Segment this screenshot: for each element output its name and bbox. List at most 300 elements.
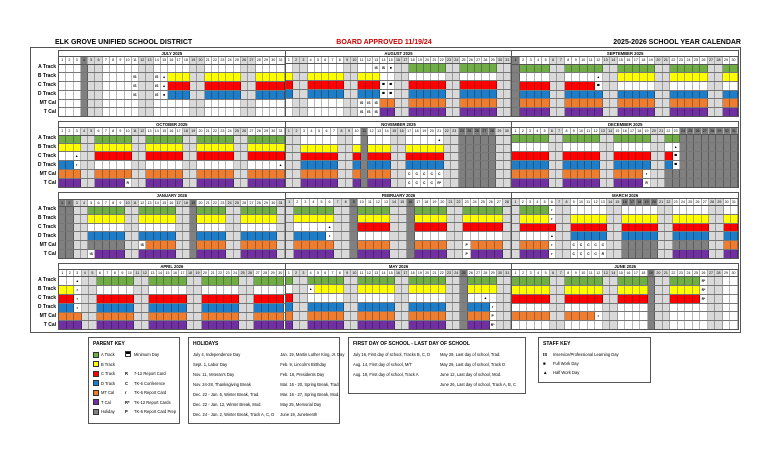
day-cell [212,100,219,107]
day-cell [337,321,344,329]
day-cell: r [595,312,603,320]
day-cell [286,170,294,178]
day-cell [550,304,558,311]
track-label: A Track [38,135,56,141]
day-cell [678,304,686,311]
day-cell [723,286,731,294]
day-cell [709,241,716,249]
day-number: 18 [423,199,431,205]
day-cell [618,91,626,98]
day-cell [468,64,475,72]
day-cell [592,206,599,214]
day-cell [254,277,262,285]
day-cell [481,136,489,144]
day-cell [293,64,300,72]
day-cell [74,224,81,231]
day-cell [693,82,701,90]
day-cell [395,321,402,329]
day-cell [475,294,482,302]
day-cell [74,91,81,99]
day-cell [154,65,161,72]
track-label: MT Cal [39,242,56,248]
day-number: 31 [277,128,284,134]
day-cell [263,161,270,169]
day-cell [358,241,366,249]
day-cell [424,321,431,329]
day-cell [132,215,139,222]
day-cell [248,224,255,231]
day-cell [66,100,73,107]
day-cell [424,64,431,72]
day-number: 9 [572,57,580,63]
day-cell [504,99,511,107]
day-cell [366,303,373,311]
track-row-b [286,285,512,294]
day-cell [527,65,535,72]
day-cell [81,100,88,107]
day-cell [474,145,482,152]
day-cell [95,250,102,258]
day-cell [398,161,406,168]
day-cell [256,152,263,160]
day-cell [563,241,570,249]
day-number: 10 [125,57,132,63]
day-cell [88,179,95,187]
day-cell [730,82,738,90]
day-cell [224,295,232,303]
day-cell [95,108,102,116]
day-cell [176,108,183,116]
day-cell [110,161,117,169]
day-cell [550,73,558,81]
track-label: B Track [37,73,56,79]
day-cell [82,304,90,312]
day-cell [504,73,511,80]
day-cell [447,241,455,249]
day-number: 25 [234,200,241,206]
day-cell [67,286,75,294]
day-cell [168,170,175,177]
day-cell [399,223,407,231]
day-cell [344,294,351,302]
quarter-grid [58,121,739,188]
day-cell [286,99,293,107]
day-cell [294,215,302,222]
day-cell [406,136,414,144]
day-number: 22 [670,57,678,63]
day-cell [344,312,351,320]
day-number: 17 [402,270,409,276]
day-number: 18 [183,128,190,134]
day-cell [81,207,88,214]
day-cell: ▲ [308,285,315,293]
day-cell [715,99,723,106]
track-row-c [512,152,738,161]
day-cell [466,153,474,160]
day-number: 10 [351,270,358,276]
day-cell [176,100,183,107]
day-cell [234,100,241,107]
quarter-row [31,192,739,259]
day-cell [702,224,709,231]
day-cell [95,179,102,187]
staff-key-title: STAFF KEY [543,341,571,347]
day-cell [541,206,548,214]
day-cell [685,286,693,294]
day-cell [655,277,663,285]
day-cell [687,241,694,249]
day-cell [658,224,665,231]
day-cell [149,321,157,329]
day-cell [103,100,110,107]
day-cell [436,153,444,160]
day-cell [648,312,656,320]
day-number: 28 [709,199,716,205]
day-cell [439,241,447,249]
day-cell [81,179,88,187]
parent-key-box [88,337,180,424]
day-cell [670,73,678,81]
day-cell [286,73,293,80]
day-cell [475,277,482,284]
month-title: JULY 2025 [59,51,285,57]
staff-key-box [538,337,651,383]
list-item: June 26, Last day of school, Track A, B, C [440,382,517,387]
day-cell [142,277,150,285]
day-cell [678,91,686,98]
day-cell [205,100,212,107]
day-cell [468,81,475,89]
track-row-c [512,224,738,232]
track-row-mt [512,99,738,107]
day-cell [139,136,146,143]
day-number: 6 [95,57,102,63]
day-cell [542,295,550,303]
day-number: 10 [351,57,358,63]
day-cell [226,100,233,107]
day-cell [724,152,731,160]
day-cell [415,241,423,249]
day-cell [139,179,146,187]
day-cell [585,179,592,187]
day-cell [234,250,241,258]
track-row-t [286,321,512,329]
day-cell [398,179,406,187]
day-cell: P [490,312,497,320]
track-row-a [512,65,738,73]
day-cell [234,207,241,214]
day-cell [110,207,117,214]
day-cell [663,108,671,116]
day-cell [125,250,132,258]
day-cell [482,277,489,284]
day-cell [308,73,315,80]
day-cell [633,82,641,90]
day-cell [607,250,614,258]
day-cell [444,179,452,187]
day-cell [350,250,358,258]
day-cell [293,303,300,311]
day-cell [256,224,263,231]
day-cell [490,99,497,107]
day-cell [636,143,643,151]
day-cell [344,90,351,98]
day-cell [110,250,117,258]
day-cell [374,223,382,231]
day-cell [270,91,277,99]
parent-key-row [93,369,175,379]
day-cell [373,321,380,329]
day-cell [670,99,678,106]
day-cell [520,206,527,214]
day-cell [700,321,708,329]
day-cell [146,232,153,239]
day-number: 23 [678,57,686,63]
day-cell [550,82,558,90]
day-number: 8 [342,199,350,205]
track-row-b [286,215,512,223]
day-cell [610,321,618,329]
day-cell [301,170,309,178]
day-cell [342,241,350,249]
day-number: 11 [588,270,596,276]
day-number: 12 [139,200,146,206]
day-number: 30 [270,57,277,63]
quarter-row [31,263,739,330]
day-cell [423,223,431,231]
day-cell [693,304,701,311]
day-cell [663,312,671,320]
day-cell [366,277,373,284]
day-number: 9 [344,57,351,63]
day-number: 7 [334,199,342,205]
day-cell [161,215,168,222]
day-cell [685,99,693,106]
day-cell [731,224,738,231]
day-cell [74,207,81,214]
day-cell [308,81,315,89]
day-cell [495,232,503,240]
day-cell [388,108,395,116]
day-cell [633,321,641,329]
day-cell: IS [88,250,95,258]
day-cell: IS [373,99,380,107]
day-cell [455,250,463,258]
parent-key-row [93,379,175,389]
calendar-year-title: 2025-2026 SCHOOL YEAR CALENDAR [613,39,741,46]
day-cell [161,136,168,143]
day-cell [127,321,135,329]
day-cell [322,285,329,293]
day-cell [315,277,322,284]
day-cell [205,161,212,169]
day-number: 3 [300,270,307,276]
day-cell [344,321,351,329]
day-cell [482,108,489,116]
day-cell [66,232,73,239]
day-cell [388,294,395,302]
day-cell [74,241,81,249]
day-cell [74,100,81,107]
day-cell [702,152,709,160]
day-number: 23 [219,57,226,63]
day-cell [132,65,139,72]
day-cell [172,321,180,329]
day-cell [310,223,318,231]
day-number: 5 [541,199,548,205]
day-cell [542,312,550,320]
holidays-title: HOLIDAYS [193,341,219,347]
track-color-swatch [93,361,99,367]
day-cell [709,224,716,231]
month-title: MAY 2026 [286,264,512,270]
day-cell [346,170,354,178]
day-number: 4 [308,270,315,276]
day-cell: P [463,250,471,258]
day-cell [550,312,558,320]
day-cell [417,312,424,320]
day-cell [556,215,563,223]
day-cell: r [74,161,81,169]
day-number: 27 [702,128,709,134]
day-number: 5 [88,200,95,206]
day-cell [724,232,731,240]
day-cell [716,161,723,169]
day-numbers-row [512,270,738,277]
day-cell: IS [373,64,380,72]
day-cell [724,143,731,151]
day-cell [665,143,672,151]
day-cell [132,152,139,160]
day-cell [453,64,460,72]
track-key-label: D Track [101,380,116,386]
day-number: 30 [724,128,731,134]
day-cell [110,152,117,160]
day-cell [262,277,270,285]
day-cell [715,304,723,311]
day-cell [585,152,592,160]
day-cell [607,241,614,249]
day-cell [67,295,75,303]
day-cell [326,207,334,214]
day-numbers-row [59,57,285,64]
day-cell [248,73,255,81]
day-cell [431,294,438,302]
day-cell [67,304,75,312]
day-cell: IS [139,241,146,249]
day-cell [337,64,344,72]
list-item: Aug. 14, First day of school, M/T [353,362,412,367]
day-cell [376,153,384,160]
day-cell [527,82,535,90]
day-cell [588,304,596,311]
day-number: 24 [226,57,233,63]
day-cell [256,161,263,169]
day-number: 12 [366,57,373,63]
day-cell [636,250,643,258]
day-cell [618,321,626,329]
day-cell [556,143,563,151]
track-label: MT Cal [39,171,56,177]
day-cell [466,145,474,152]
day-cell [658,179,665,187]
day-cell [104,286,112,294]
day-number: 18 [636,199,643,205]
day-cell [542,73,550,81]
day-cell [294,232,302,240]
day-cell: r [74,286,82,294]
day-cell [572,82,580,90]
day-cell [527,250,534,258]
day-cell [293,153,301,160]
day-cell [459,179,467,187]
day-cell [346,136,354,144]
day-cell [557,295,565,303]
day-cell [535,321,543,329]
day-cell: R [643,179,650,187]
day-cell [256,144,263,151]
day-cell [527,179,534,187]
day-cell [300,64,307,72]
day-cell [407,250,415,258]
day-number: 29 [263,200,270,206]
day-cell [329,277,336,284]
day-cell: C [592,250,599,258]
day-cell [580,108,588,116]
day-cell [687,143,694,151]
day-cell [119,313,127,320]
day-number: 19 [648,270,656,276]
day-cell [286,136,294,144]
day-cell [176,232,183,239]
day-cell [731,161,738,169]
day-cell [168,161,175,169]
day-cell [578,143,585,151]
day-cell [353,179,361,187]
day-cell [146,82,153,90]
day-cell [344,108,351,116]
day-cell [572,304,580,311]
day-cell [655,82,663,90]
day-cell [572,99,580,106]
day-cell [176,170,183,177]
day-cell [358,215,366,222]
day-cell [459,170,467,178]
day-cell [716,143,723,151]
day-number: 19 [421,128,429,134]
day-cell [399,207,407,214]
day-cell [293,108,300,116]
day-cell: C [571,250,578,258]
day-cell [700,108,708,116]
day-cell [520,321,528,329]
day-cell [318,232,326,240]
day-cell [383,136,391,144]
day-cell [556,179,563,187]
day-cell [241,108,248,116]
day-cell [248,100,255,107]
day-cell [329,285,336,293]
day-cell [373,294,380,302]
day-cell [402,81,409,89]
day-cell [504,294,511,302]
day-cell [358,207,366,214]
day-cell [655,91,663,98]
day-cell [658,215,665,223]
day-cell [471,207,479,214]
day-cell: C [406,170,414,178]
day-cell [270,170,277,177]
